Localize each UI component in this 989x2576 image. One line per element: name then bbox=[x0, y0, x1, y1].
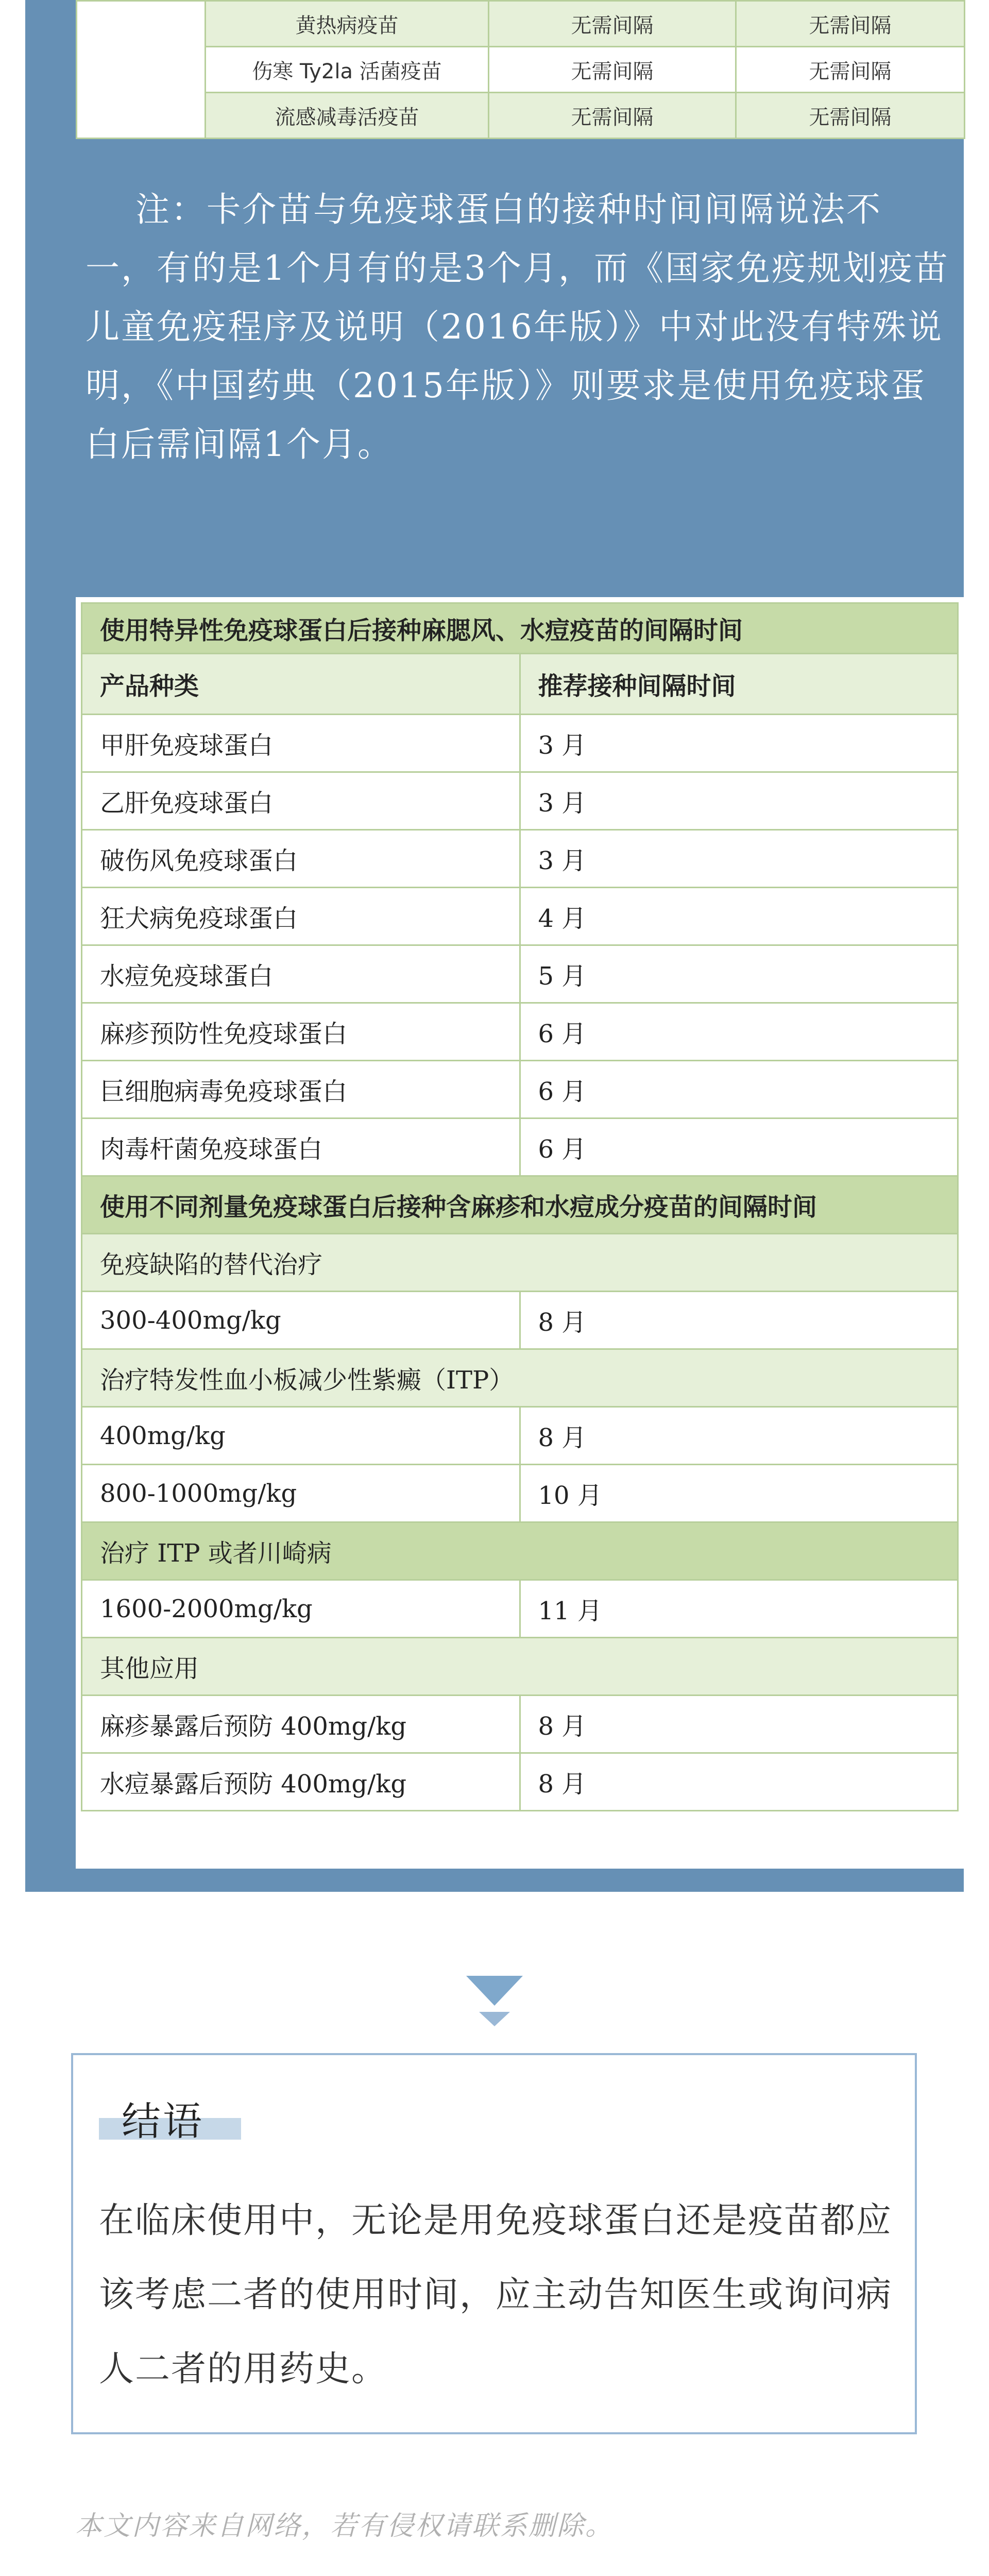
interval-cell: 6 月 bbox=[520, 1061, 958, 1118]
interval-cell: 3 月 bbox=[520, 715, 958, 772]
conclusion-text: 在临床使用中，无论是用免疫球蛋白还是疫苗都应该考虑二者的使用时间，应主动告知医生或询问病人二者的用药史。 bbox=[99, 2200, 893, 2389]
interval-cell: 无需间隔 bbox=[489, 93, 736, 139]
section-title-row bbox=[82, 1176, 958, 1234]
table-row bbox=[82, 945, 958, 1003]
column-header-interval: 推荐接种间隔时间 bbox=[520, 654, 958, 715]
table-row bbox=[82, 1061, 958, 1118]
immunoglobulin-interval-table bbox=[81, 602, 959, 1811]
group-label: 其他应用 bbox=[82, 1638, 958, 1696]
table-row bbox=[77, 47, 965, 93]
table-title-row bbox=[82, 603, 958, 654]
interval-cell: 无需间隔 bbox=[736, 47, 965, 93]
table-row bbox=[77, 1, 965, 47]
interval-table-card bbox=[76, 597, 964, 1869]
dose-cell: 麻疹暴露后预防 400mg/kg bbox=[82, 1696, 520, 1753]
table-header-row bbox=[82, 654, 958, 715]
product-cell: 甲肝免疫球蛋白 bbox=[82, 715, 520, 772]
product-cell: 狂犬病免疫球蛋白 bbox=[82, 888, 520, 945]
merged-category-cell bbox=[77, 1, 206, 139]
double-chevron-down-icon bbox=[466, 1976, 523, 2027]
interval-cell: 无需间隔 bbox=[489, 47, 736, 93]
group-label-row bbox=[82, 1638, 958, 1696]
conclusion-title: 结语 bbox=[122, 2098, 204, 2144]
product-cell: 乙肝免疫球蛋白 bbox=[82, 772, 520, 830]
table-row bbox=[82, 1465, 958, 1522]
interval-cell: 8 月 bbox=[520, 1292, 958, 1349]
group-label-row bbox=[82, 1234, 958, 1292]
table-title: 使用特异性免疫球蛋白后接种麻腮风、水痘疫苗的间隔时间 bbox=[82, 603, 958, 654]
disclaimer-footer: 本文内容来自网络，若有侵权请联系删除。 bbox=[75, 2511, 614, 2541]
dose-cell: 400mg/kg bbox=[82, 1407, 520, 1465]
group-label-row bbox=[82, 1349, 958, 1407]
product-cell: 麻疹预防性免疫球蛋白 bbox=[82, 1003, 520, 1061]
interval-cell: 3 月 bbox=[520, 830, 958, 888]
dose-cell: 水痘暴露后预防 400mg/kg bbox=[82, 1753, 520, 1811]
group-label: 治疗特发性血小板减少性紫癜（ITP） bbox=[82, 1349, 958, 1407]
interval-cell: 6 月 bbox=[520, 1003, 958, 1061]
section-title: 使用不同剂量免疫球蛋白后接种含麻疹和水痘成分疫苗的间隔时间 bbox=[82, 1176, 958, 1234]
vaccine-interval-table-continued bbox=[76, 0, 965, 139]
content-panel bbox=[25, 0, 964, 1892]
interval-cell: 8 月 bbox=[520, 1696, 958, 1753]
column-header-product: 产品种类 bbox=[82, 654, 520, 715]
table-row bbox=[82, 1407, 958, 1465]
interval-cell: 4 月 bbox=[520, 888, 958, 945]
note-paragraph: 注：卡介苗与免疫球蛋白的接种时间间隔说法不一，有的是1个月有的是3个月，而《国家免疫规划疫苗儿童免疫程序及说明（2016年版）》中对此没有特殊说明，《中国药典（2015年版）》则要求是使用免疫球蛋白后需间隔1个月。 bbox=[86, 190, 949, 464]
product-cell: 肉毒杆菌免疫球蛋白 bbox=[82, 1118, 520, 1176]
table-row bbox=[82, 1118, 958, 1176]
interval-cell: 8 月 bbox=[520, 1753, 958, 1811]
interval-cell: 6 月 bbox=[520, 1118, 958, 1176]
table-row bbox=[82, 1753, 958, 1811]
interval-cell: 11 月 bbox=[520, 1580, 958, 1638]
interval-cell: 3 月 bbox=[520, 772, 958, 830]
group-label-row bbox=[82, 1522, 958, 1580]
table-row bbox=[82, 1580, 958, 1638]
table-row bbox=[82, 888, 958, 945]
table-row bbox=[77, 93, 965, 139]
group-label: 治疗 ITP 或者川崎病 bbox=[82, 1522, 958, 1580]
group-label: 免疫缺陷的替代治疗 bbox=[82, 1234, 958, 1292]
dose-cell: 1600-2000mg/kg bbox=[82, 1580, 520, 1638]
conclusion-box bbox=[71, 2053, 917, 2434]
interval-cell: 8 月 bbox=[520, 1407, 958, 1465]
table-row bbox=[82, 1696, 958, 1753]
product-cell: 破伤风免疫球蛋白 bbox=[82, 830, 520, 888]
table-row bbox=[82, 715, 958, 772]
table-row bbox=[82, 1003, 958, 1061]
table-row bbox=[82, 1292, 958, 1349]
interval-cell: 5 月 bbox=[520, 945, 958, 1003]
dose-cell: 300-400mg/kg bbox=[82, 1292, 520, 1349]
product-cell: 水痘免疫球蛋白 bbox=[82, 945, 520, 1003]
interval-cell: 无需间隔 bbox=[489, 1, 736, 47]
vaccine-name-cell: 伤寒 Ty2la 活菌疫苗 bbox=[206, 47, 489, 93]
dose-cell: 800-1000mg/kg bbox=[82, 1465, 520, 1522]
table-row bbox=[82, 772, 958, 830]
table-row bbox=[82, 830, 958, 888]
conclusion-heading bbox=[99, 2093, 241, 2144]
interval-cell: 无需间隔 bbox=[736, 93, 965, 139]
interval-cell: 10 月 bbox=[520, 1465, 958, 1522]
vaccine-name-cell: 黄热病疫苗 bbox=[206, 1, 489, 47]
product-cell: 巨细胞病毒免疫球蛋白 bbox=[82, 1061, 520, 1118]
interval-cell: 无需间隔 bbox=[736, 1, 965, 47]
vaccine-name-cell: 流感减毒活疫苗 bbox=[206, 93, 489, 139]
